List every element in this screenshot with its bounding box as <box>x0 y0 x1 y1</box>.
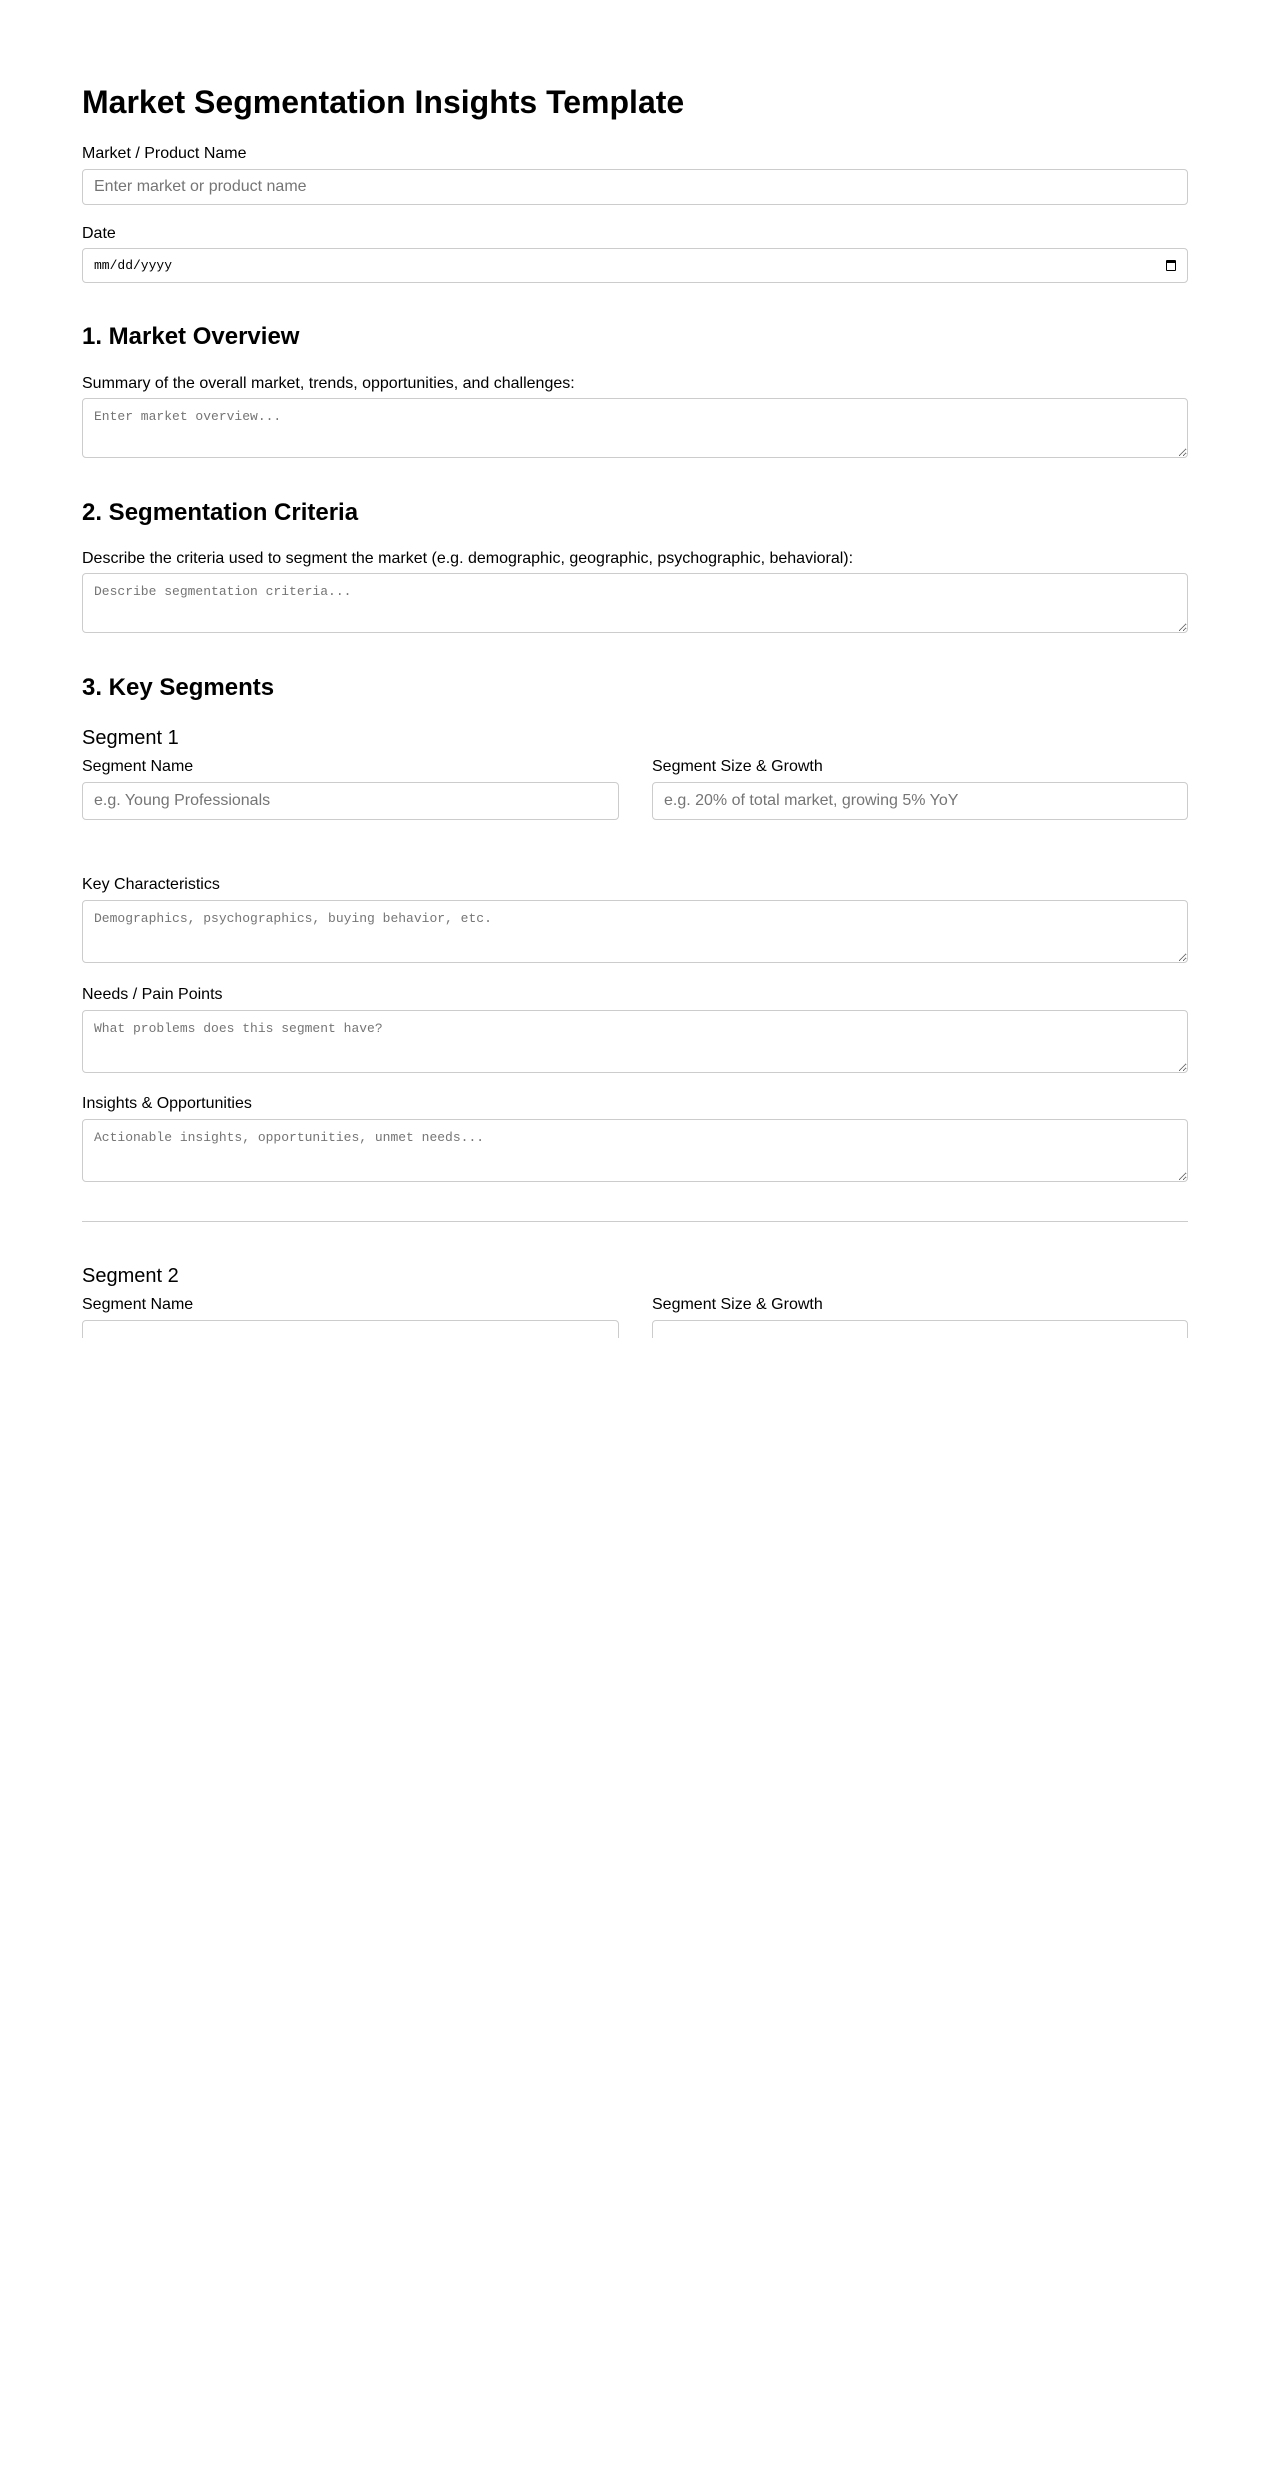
section-heading-criteria: 2. Segmentation Criteria <box>82 499 359 526</box>
segment-1-insights-textarea[interactable] <box>82 1119 1188 1182</box>
segment-1-name-label: Segment Name <box>82 758 194 775</box>
segment-1-needs-textarea[interactable] <box>82 1010 1188 1073</box>
overview-textarea[interactable] <box>82 398 1188 458</box>
segment-2-name-input[interactable] <box>82 1320 619 1338</box>
segment-1-characteristics-label: Key Characteristics <box>82 876 220 893</box>
calendar-icon[interactable] <box>1166 260 1176 271</box>
overview-label: Summary of the overall market, trends, opportunities, and challenges: <box>82 375 575 392</box>
date-input[interactable] <box>82 248 1188 283</box>
segment-1-characteristics-textarea[interactable] <box>82 900 1188 963</box>
segment-2-size-label: Segment Size & Growth <box>652 1296 823 1313</box>
segment-2-title: Segment 2 <box>82 1265 179 1287</box>
segment-divider <box>82 1221 1188 1222</box>
segment-1-needs-label: Needs / Pain Points <box>82 986 223 1003</box>
segment-1-title: Segment 1 <box>82 727 179 749</box>
date-value: mm/dd/yyyy <box>94 258 173 273</box>
section-heading-overview: 1. Market Overview <box>82 323 300 350</box>
market-name-label: Market / Product Name <box>82 145 247 162</box>
market-name-input[interactable] <box>82 169 1188 205</box>
criteria-label: Describe the criteria used to segment the market (e.g. demographic, geographic, psychographic, behavioral): <box>82 550 854 567</box>
segment-1-size-label: Segment Size & Growth <box>652 758 823 775</box>
date-label: Date <box>82 225 116 242</box>
segment-1-name-input[interactable] <box>82 782 619 820</box>
segment-2-name-label: Segment Name <box>82 1296 194 1313</box>
page-title: Market Segmentation Insights Template <box>82 84 685 120</box>
segment-1-size-input[interactable] <box>652 782 1188 820</box>
criteria-textarea[interactable] <box>82 573 1188 633</box>
segment-1-insights-label: Insights & Opportunities <box>82 1095 252 1112</box>
section-heading-segments: 3. Key Segments <box>82 674 275 701</box>
segment-2-size-input[interactable] <box>652 1320 1188 1338</box>
